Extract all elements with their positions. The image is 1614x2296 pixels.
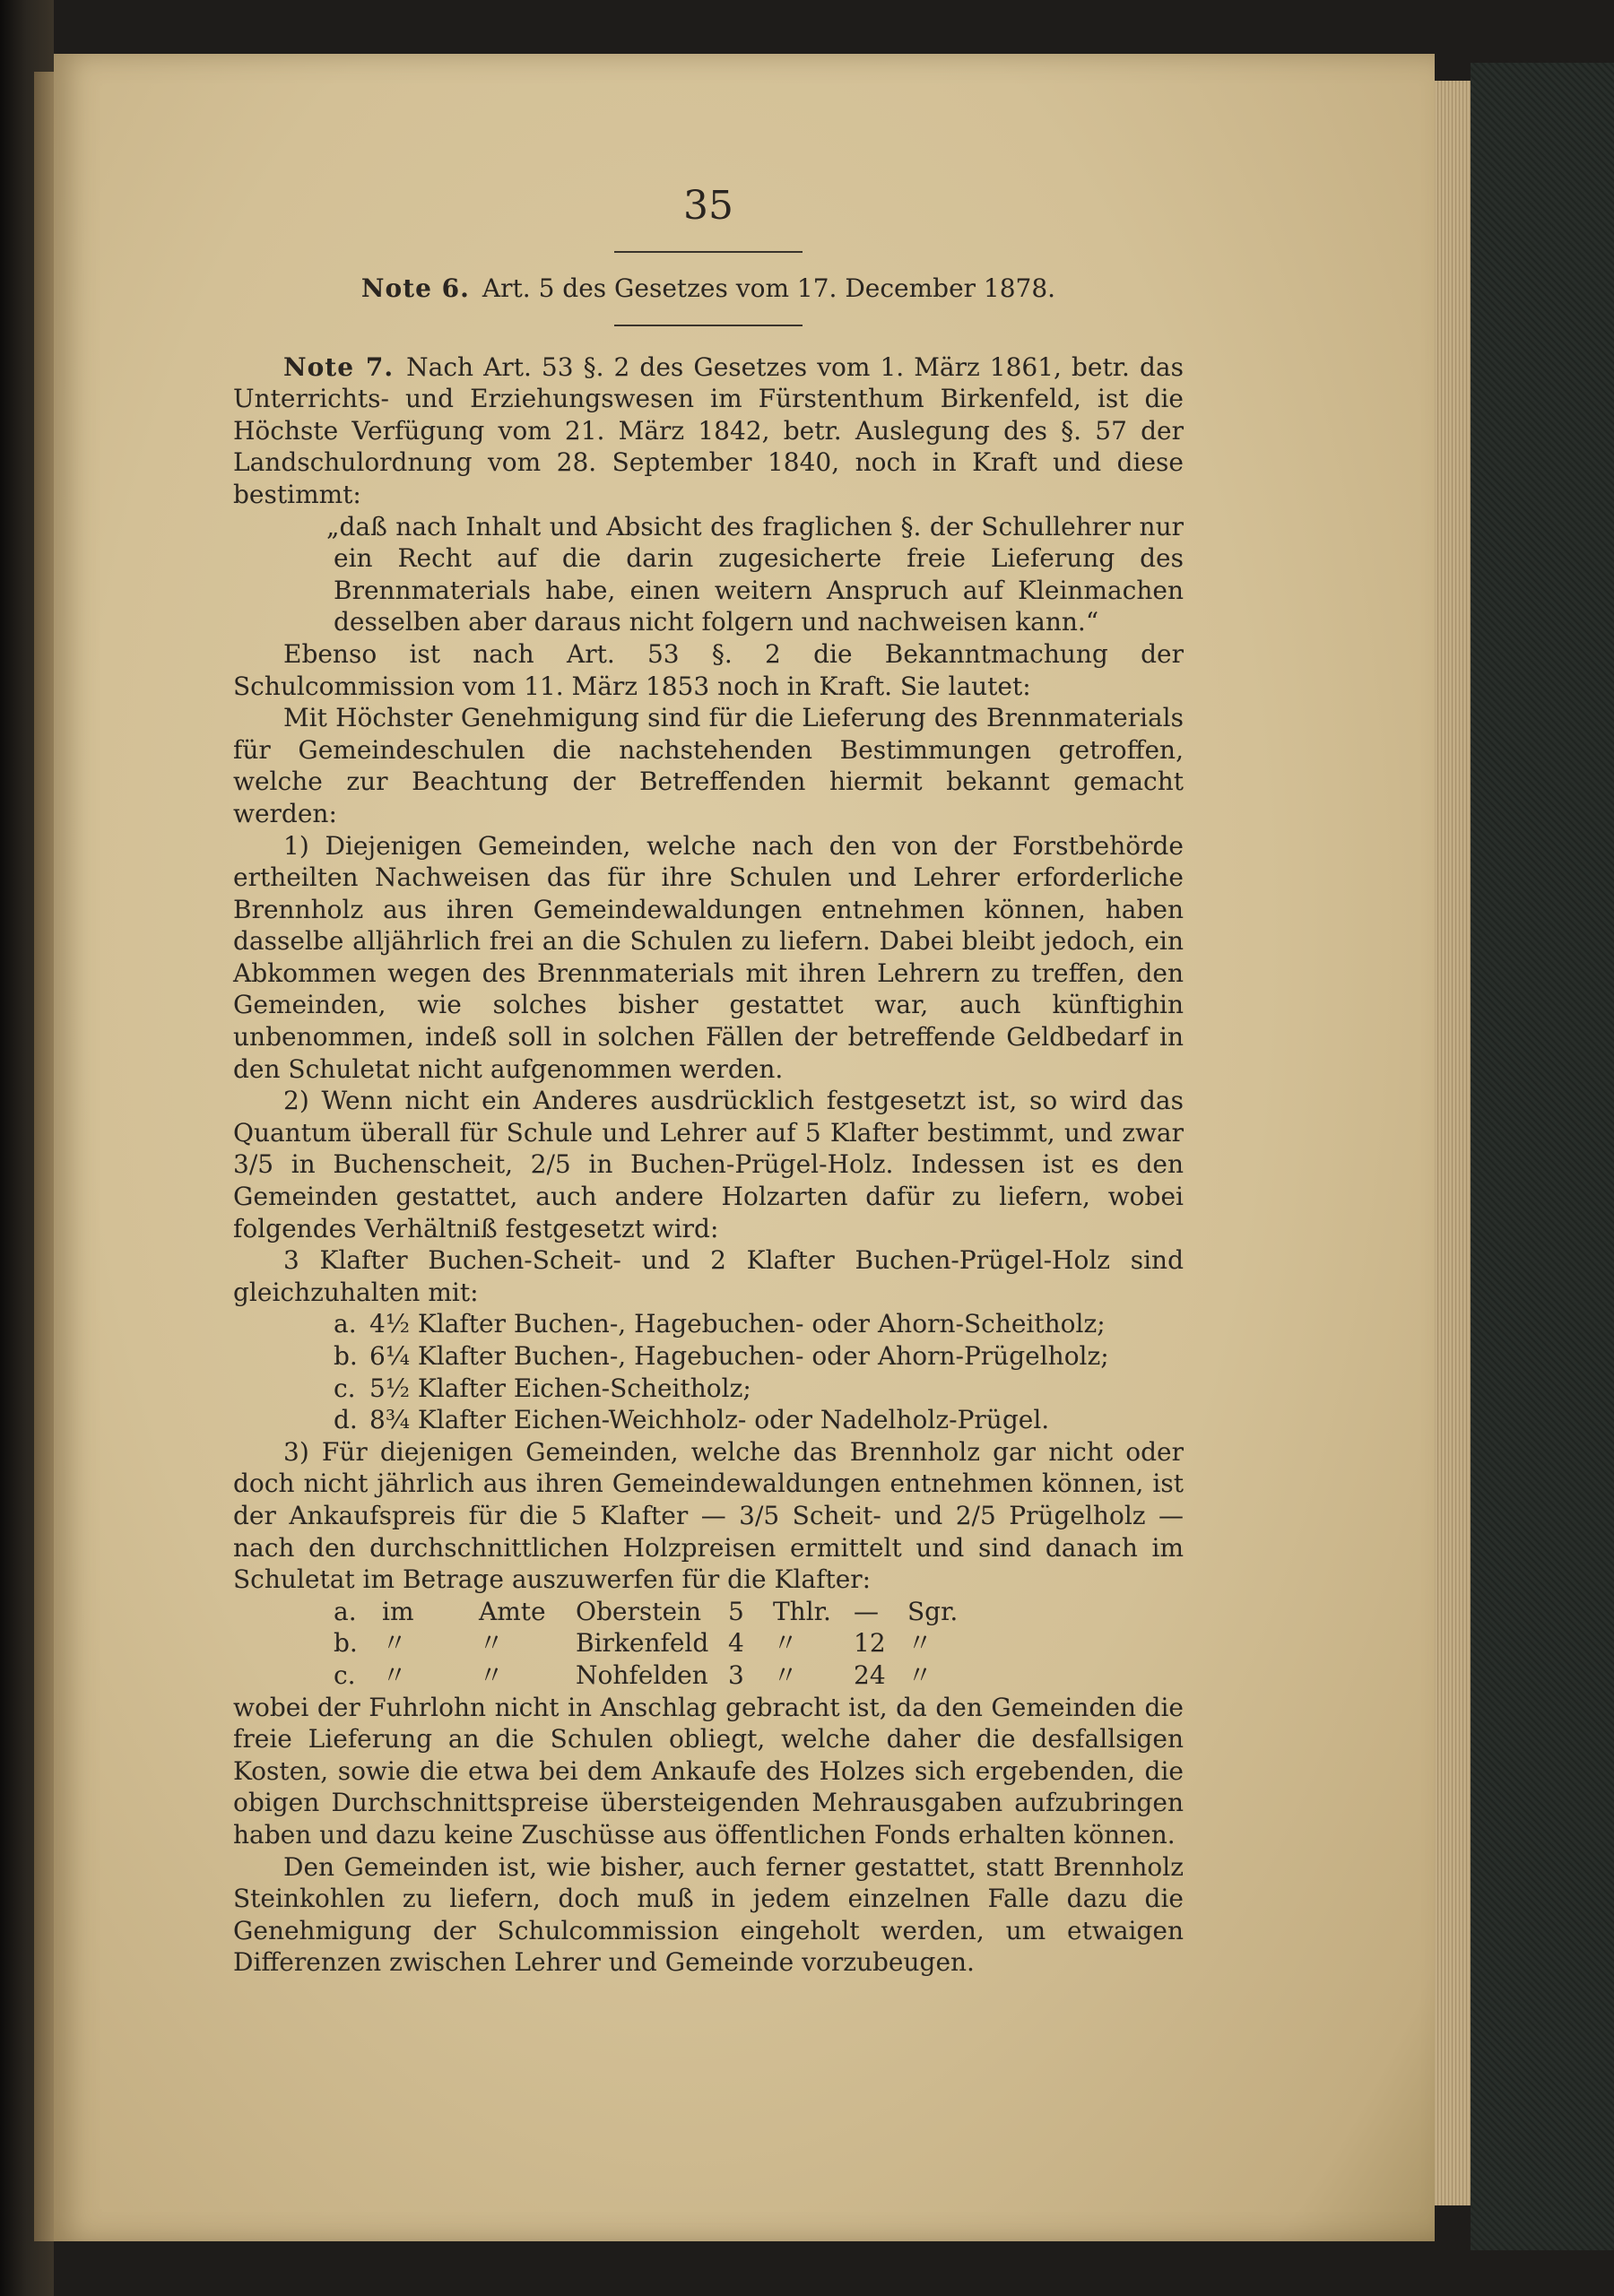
- price-groschen-value: 24: [854, 1659, 886, 1690]
- equivalence-item: [233, 1308, 1184, 1340]
- price-mark: c.: [334, 1659, 356, 1690]
- price-mark: b.: [334, 1628, 358, 1659]
- price-mark: a.: [334, 1596, 357, 1626]
- note-7-quote: „daß nach Inhalt und Absicht des fraglichen §. der Schullehrer nur ein Recht auf die darin zugesicherte freie Lieferung des Brennmaterials habe, einen weitern Anspruch auf Kleinmachen desselben aber daraus nicht folgern und nachweisen kann.“: [326, 511, 1184, 637]
- equivalence-item: [233, 1404, 1184, 1436]
- note-7-paragraph-2: Ebenso ist nach Art. 53 §. 2 die Bekanntmachung der Schulcommission vom 11. März 1853 noch in Kraft. Sie lautet:: [233, 638, 1184, 701]
- page-content: [233, 179, 1184, 1979]
- price-prefix: 〃: [382, 1659, 408, 1690]
- equivalence-mark: d.: [334, 1405, 358, 1435]
- price-thaler-value: 4: [728, 1628, 744, 1659]
- price-thaler-value: 5: [728, 1596, 744, 1626]
- price-prefix: im: [382, 1596, 414, 1626]
- header-rule: [614, 251, 803, 253]
- note-7-label: Note 7.: [283, 351, 395, 382]
- price-place: Birkenfeld: [576, 1628, 709, 1659]
- price-groschen-value: 12: [854, 1628, 886, 1659]
- price-office: 〃: [479, 1628, 505, 1659]
- note-7-paragraph-3: Mit Höchster Genehmigung sind für die Lieferung des Brennmaterials für Gemeindeschulen die nachstehenden Bestimmungen getroffen, welche zur Beachtung der Betreffenden hiermit bekannt gemacht werden:: [233, 703, 1184, 828]
- note-7-item-1: 1) Diejenigen Gemeinden, welche nach den von der Forstbehörde ertheilten Nachweisen das für ihre Schulen und Lehrer erforderliche Brennholz aus ihren Gemeindewaldungen entnehmen können, haben dasselbe alljährlich frei an die Schulen zu liefern. Dabei bleibt jedoch, ein Abkommen wegen des Brennmaterials mit ihren Lehrern zu treffen, den Gemeinden, wie solches bisher gestattet war, auch künftighin unbenommen, indeß soll in solchen Fällen der betreffende Geldbedarf in den Schuletat nicht aufgenommen werden.: [233, 830, 1184, 1084]
- price-place: Nohfelden: [576, 1659, 708, 1690]
- price-groschen-value: —: [854, 1596, 879, 1626]
- price-place: Oberstein: [576, 1596, 702, 1626]
- price-thaler-unit: 〃: [773, 1628, 799, 1659]
- price-office: 〃: [479, 1659, 505, 1690]
- price-row: [233, 1596, 1184, 1628]
- book-cover-right: [1471, 63, 1614, 2250]
- equivalence-text: 5½ Klafter Eichen-Scheitholz;: [369, 1373, 751, 1403]
- note-7-paragraph-1: [233, 351, 1184, 511]
- price-office: Amte: [479, 1596, 546, 1626]
- note-7-item-3: 3) Für diejenigen Gemeinden, welche das Brennholz gar nicht oder doch nicht jährlich aus ihren Gemeindewaldungen entnehmen können, ist der Ankaufspreis für die 5 Klafter — 3/5 Scheit- und 2/5 Prügelholz — nach den durchschnittlichen Holzpreisen ermittelt und sind danach im Schuletat im Betrage auszuwerfen für die Klafter:: [233, 1436, 1184, 1595]
- price-thaler-value: 3: [728, 1659, 744, 1690]
- equivalence-mark: a.: [334, 1309, 357, 1339]
- equivalence-text: 6¼ Klafter Buchen-, Hagebuchen- oder Ahorn-Prügelholz;: [369, 1341, 1109, 1371]
- price-groschen-unit: Sgr.: [907, 1596, 959, 1626]
- price-row: [233, 1659, 1184, 1692]
- price-prefix: 〃: [382, 1628, 408, 1659]
- equivalence-mark: c.: [334, 1373, 356, 1403]
- equivalence-text: 8¾ Klafter Eichen-Weichholz- oder Nadelholz-Prügel.: [369, 1405, 1050, 1435]
- note-6: [233, 273, 1184, 305]
- note-6-label: Note 6.: [360, 273, 470, 303]
- note-divider-rule: [614, 325, 803, 326]
- note-6-text: Art. 5 des Gesetzes vom 17. December 1878.: [482, 273, 1056, 303]
- note-7-item-2: 2) Wenn nicht ein Anderes ausdrücklich festgesetzt ist, so wird das Quantum überall für Schule und Lehrer auf 5 Klafter bestimmt, und zwar 3/5 in Buchenscheit, 2/5 in Buchen-Prügel-Holz. Indessen ist es den Gemeinden gestattet, auch andere Holzarten dafür zu liefern, wobei folgendes Verhältniß festgesetzt wird:: [233, 1086, 1184, 1243]
- equivalence-mark: b.: [334, 1341, 358, 1371]
- price-row: [233, 1627, 1184, 1659]
- page-number: 35: [683, 183, 733, 229]
- price-thaler-unit: Thlr.: [773, 1596, 831, 1626]
- note-7-para-1-text: Nach Art. 53 §. 2 des Gesetzes vom 1. März 1861, betr. das Unterrichts- und Erziehungswesen im Fürstenthum Birkenfeld, ist die Höchste Verfügung vom 21. März 1842, betr. Auslegung des §. 57 der Landschulordnung vom 28. September 1840, noch in Kraft und diese bestimmt:: [233, 351, 1184, 509]
- price-groschen-unit: 〃: [907, 1628, 933, 1659]
- equivalence-intro: 3 Klafter Buchen-Scheit- und 2 Klafter Buchen-Prügel-Holz sind gleichzuhalten mit:: [233, 1245, 1184, 1307]
- price-thaler-unit: 〃: [773, 1659, 799, 1690]
- equivalence-text: 4½ Klafter Buchen-, Hagebuchen- oder Ahorn-Scheitholz;: [369, 1309, 1106, 1339]
- equivalence-item: [233, 1373, 1184, 1405]
- note-7-paragraph-4: wobei der Fuhrlohn nicht in Anschlag gebracht ist, da den Gemeinden die freie Lieferung an die Schulen obliegt, welche daher die desfallsigen Kosten, sowie die etwa bei dem Ankaufe des Holzes sich ergebenden, die obigen Durchschnittspreise übersteigenden Mehrausgaben aufzubringen haben und dazu keine Zuschüsse aus öffentlichen Fonds erhalten können.: [233, 1692, 1184, 1850]
- price-groschen-unit: 〃: [907, 1659, 933, 1690]
- note-7-paragraph-5: Den Gemeinden ist, wie bisher, auch ferner gestattet, statt Brennholz Steinkohlen zu liefern, doch muß in jedem einzelnen Falle dazu die Genehmigung der Schulcommission eingeholt werden, um etwaigen Differenzen zwischen Lehrer und Gemeinde vorzubeugen.: [233, 1851, 1184, 1978]
- equivalence-item: [233, 1340, 1184, 1373]
